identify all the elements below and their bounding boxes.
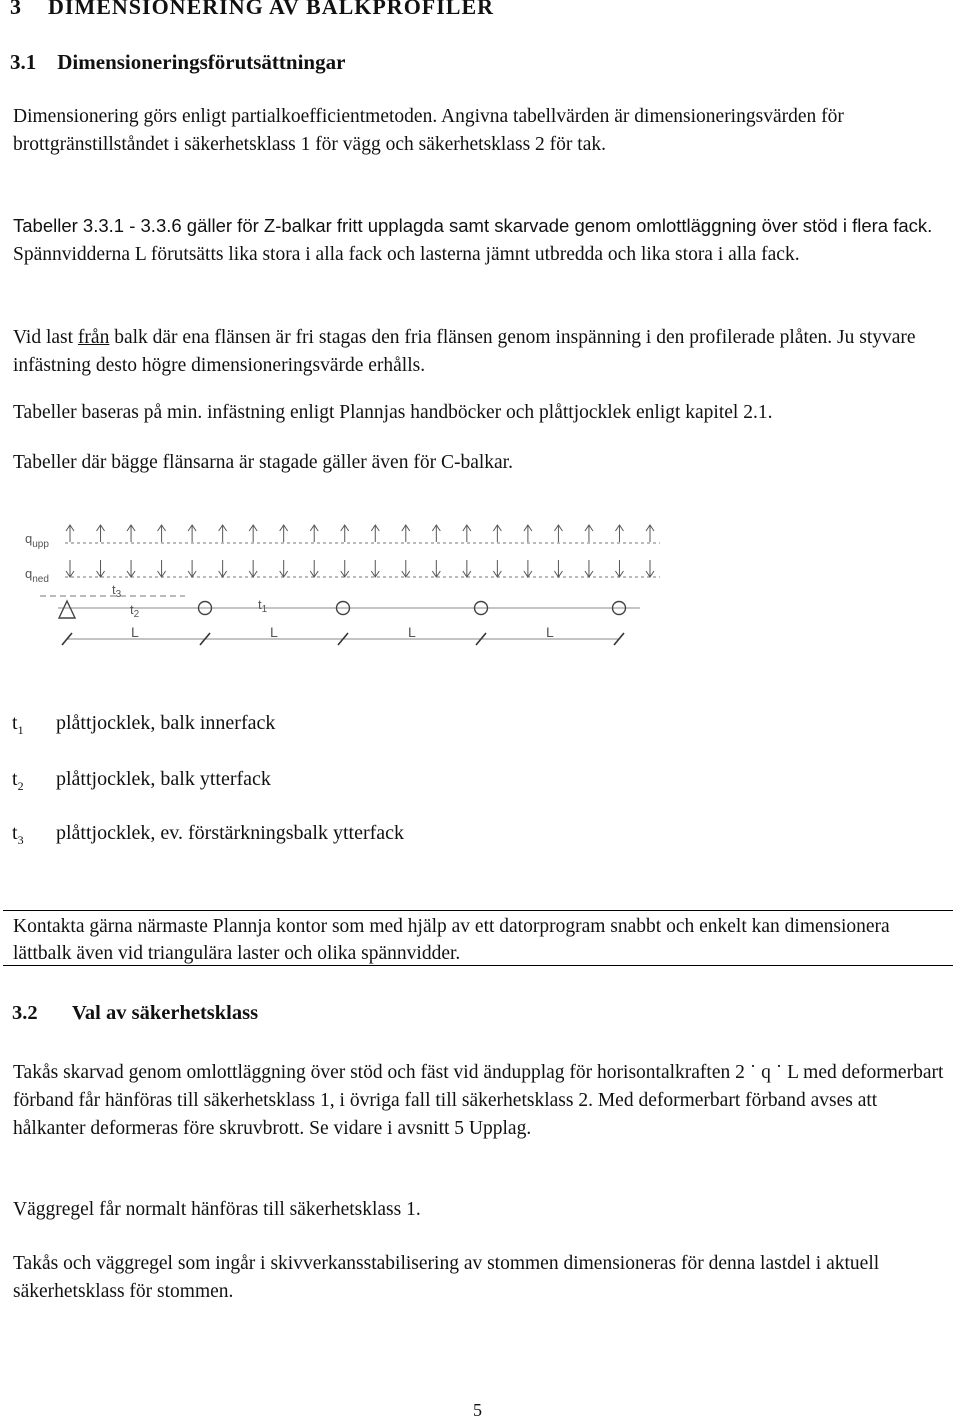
down-arrow-icon xyxy=(371,560,379,577)
paragraph-load xyxy=(13,324,948,380)
up-arrow-icon xyxy=(432,525,440,542)
up-arrow-icon xyxy=(493,525,501,542)
section-heading-3-2 xyxy=(12,1002,258,1025)
down-arrow-icon xyxy=(524,560,532,577)
paragraph-fastening: Tabeller baseras på min. infästning enligt Plannjas handböcker och plåttjocklek enligt kapitel 2.1. xyxy=(13,402,773,423)
up-arrow-icon xyxy=(249,525,257,542)
down-arrow-icon xyxy=(188,560,196,577)
down-arrow-icon xyxy=(646,560,654,577)
down-arrow-icon xyxy=(158,560,166,577)
pinned-support-icon xyxy=(59,601,75,618)
down-arrow-icon xyxy=(341,560,349,577)
t3-label: $t_3$ xyxy=(112,582,122,600)
paragraph-wall-rail: Väggregel får normalt hänföras till säkerhetsklass 1. xyxy=(13,1199,421,1220)
up-arrow-icon xyxy=(66,525,74,542)
paragraph-load-post: balk där ena flänsen är fri stagas den fria flänsen genom inspänning i den profilerade plåten. Ju styvare infästning desto högre dimensioneringsvärde erhålls. xyxy=(13,327,916,376)
up-arrow-icon xyxy=(615,525,623,542)
up-arrow-icon xyxy=(371,525,379,542)
down-arrow-icon xyxy=(66,560,74,577)
up-arrow-icon xyxy=(341,525,349,542)
definition-symbol: $t_1$ xyxy=(12,712,24,737)
definition-text: plåttjocklek, balk ytterfack xyxy=(56,768,271,790)
paragraph-c-beams: Tabeller där bägge flänsarna är stagade gäller även för C-balkar. xyxy=(13,452,513,473)
page-number: 5 xyxy=(473,1400,482,1420)
definition-symbol: $t_2$ xyxy=(12,768,24,793)
span-label-1: L xyxy=(131,624,139,640)
section-number: 3.1 xyxy=(10,50,37,74)
downward-load-arrows xyxy=(66,560,654,577)
down-arrow-icon xyxy=(585,560,593,577)
down-arrow-icon xyxy=(97,560,105,577)
chapter-number: 3 xyxy=(10,0,22,19)
span-label-4: L xyxy=(546,624,554,640)
down-arrow-icon xyxy=(402,560,410,577)
definition-text: plåttjocklek, ev. förstärkningsbalk ytterfack xyxy=(56,822,405,844)
q-ned-label: $q_{ned}$ xyxy=(25,566,49,585)
up-arrow-icon xyxy=(310,525,318,542)
up-arrow-icon xyxy=(280,525,288,542)
definition-symbol: $t_3$ xyxy=(12,822,24,847)
chapter-heading xyxy=(10,0,494,20)
definition-text: plåttjocklek, balk innerfack xyxy=(56,712,276,734)
up-arrow-icon xyxy=(188,525,196,542)
paragraph-roof-purlin: Takås skarvad genom omlottläggning över stöd och fäst vid ändupplag för horisontalkraften 2 ˙ q ˙ L med deformerbart förband får hänföras till säkerhetsklass 1, i övriga fall till säkerhetsklass 2. Med deformerbart förband avses att hålkanter deformeras före skruvbrott. Se vidare i avsnitt 5 Upplag. xyxy=(13,1062,944,1139)
paragraph-load-pre: Vid last xyxy=(13,327,78,348)
up-arrow-icon xyxy=(402,525,410,542)
down-arrow-icon xyxy=(310,560,318,577)
down-arrow-icon xyxy=(463,560,471,577)
section-title: Val av säkerhetsklass xyxy=(72,1002,259,1024)
up-arrow-icon xyxy=(585,525,593,542)
down-arrow-icon xyxy=(615,560,623,577)
section-number: 3.2 xyxy=(12,1002,38,1024)
paragraph-tables xyxy=(13,212,948,269)
paragraph-method: Dimensionering görs enligt partialkoefficientmetoden. Angivna tabellvärden är dimensioneringsvärden för brottgränstillståndet i säkerhetsklass 1 för vägg och säkerhetsklass 2 för tak. xyxy=(13,106,844,155)
span-label-3: L xyxy=(408,624,416,640)
t2-label: $t_2$ xyxy=(130,602,140,620)
up-arrow-icon xyxy=(97,525,105,542)
down-arrow-icon xyxy=(493,560,501,577)
section-title: Dimensioneringsförutsättningar xyxy=(57,50,346,74)
up-arrow-icon xyxy=(127,525,135,542)
chapter-title: DIMENSIONERING AV BALKPROFILER xyxy=(48,0,495,19)
section-heading xyxy=(10,50,345,75)
beam-load-diagram xyxy=(0,515,960,655)
t1-label: $t_1$ xyxy=(258,597,268,615)
paragraph-load-underlined: från xyxy=(77,327,110,348)
paragraph-tables-part2: Spännvidderna L förutsätts lika stora i alla fack och lasterna jämnt utbredda och lika stora i alla fack. xyxy=(13,244,800,265)
down-arrow-icon xyxy=(249,560,257,577)
q-upp-label: $q_{upp}$ xyxy=(25,531,49,550)
span-label-2: L xyxy=(270,624,278,640)
down-arrow-icon xyxy=(554,560,562,577)
paragraph-tables-part1: Tabeller 3.3.1 - 3.3.6 gäller för Z-balkar fritt upplagda samt skarvade genom omlottläggning över stöd i flera fack. xyxy=(13,215,933,236)
up-arrow-icon xyxy=(463,525,471,542)
paragraph-diaphragm: Takås och väggregel som ingår i skivverkansstabilisering av stommen dimensioneras för denna lastdel i aktuell säkerhetsklass för stommen. xyxy=(13,1253,880,1302)
up-arrow-icon xyxy=(524,525,532,542)
down-arrow-icon xyxy=(280,560,288,577)
down-arrow-icon xyxy=(219,560,227,577)
up-arrow-icon xyxy=(219,525,227,542)
up-arrow-icon xyxy=(158,525,166,542)
up-arrow-icon xyxy=(646,525,654,542)
down-arrow-icon xyxy=(127,560,135,577)
upward-load-arrows xyxy=(66,525,654,542)
contact-notice-box: Kontakta gärna närmaste Plannja kontor som med hjälp av ett datorprogram snabbt och enkelt kan dimensionera lättbalk även vid triangulära laster och olika spännvidder. xyxy=(3,910,953,966)
down-arrow-icon xyxy=(432,560,440,577)
up-arrow-icon xyxy=(554,525,562,542)
